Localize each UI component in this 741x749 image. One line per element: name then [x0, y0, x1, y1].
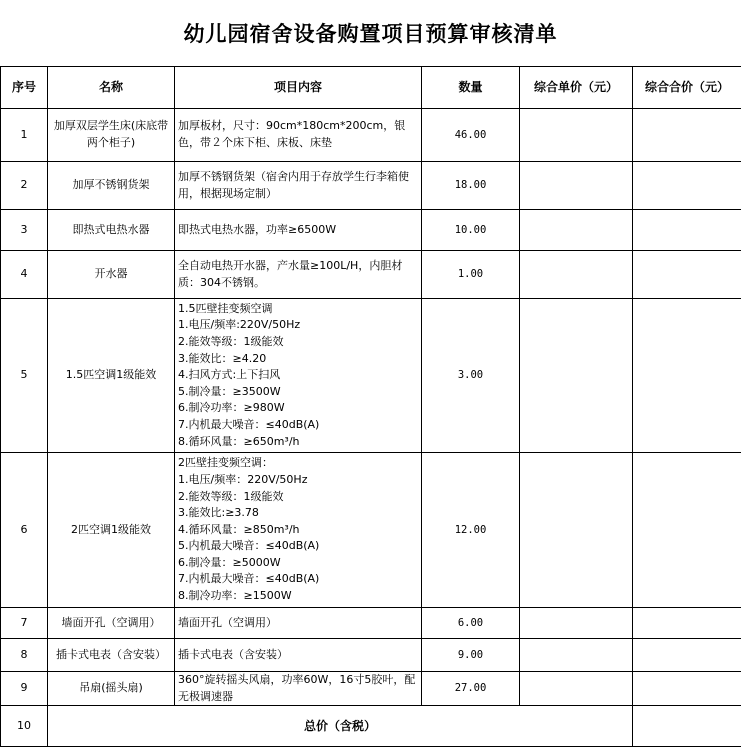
budget-table: [0, 66, 741, 747]
table-row: [1, 639, 741, 672]
header-index: 序号: [1, 67, 48, 109]
row-content: [175, 210, 422, 251]
content-line: 7.内机最大噪音：≤40dB(A): [178, 572, 320, 586]
content-line: 3.能效比：≥4.20: [178, 351, 267, 365]
row-name: 加厚双层学生床(床底带两个柜子): [48, 109, 175, 162]
row-unit-price[interactable]: [520, 672, 633, 706]
table-row: [1, 608, 741, 639]
page-title: 幼儿园宿舍设备购置项目预算审核清单: [183, 21, 558, 46]
row-unit-price[interactable]: [520, 162, 633, 210]
row-total-price[interactable]: [633, 453, 741, 608]
content-line: 6.制冷功率：≥980W: [178, 401, 285, 415]
row-quantity: 12.00: [422, 453, 520, 608]
row-unit-price[interactable]: [520, 109, 633, 162]
table-row: [1, 672, 741, 706]
row-name: 1.5匹空调1级能效: [48, 299, 175, 453]
table-row: [1, 109, 741, 162]
row-content: [175, 299, 422, 453]
row-total-price[interactable]: [633, 608, 741, 639]
row-content: [175, 109, 422, 162]
row-quantity: 27.00: [422, 672, 520, 706]
row-unit-price[interactable]: [520, 299, 633, 453]
row-name: 墙面开孔（空调用）: [48, 608, 175, 639]
row-unit-price[interactable]: [520, 608, 633, 639]
row-name: 2匹空调1级能效: [48, 453, 175, 608]
row-unit-price[interactable]: [520, 453, 633, 608]
row-index: 9: [1, 672, 48, 706]
row-index: 8: [1, 639, 48, 672]
row-quantity: 46.00: [422, 109, 520, 162]
row-index: 1: [1, 109, 48, 162]
content-line: 2.能效等级：1级能效: [178, 335, 284, 349]
row-unit-price[interactable]: [520, 210, 633, 251]
header-quantity: 数量: [422, 67, 520, 109]
row-quantity: 6.00: [422, 608, 520, 639]
header-name: 名称: [48, 67, 175, 109]
row-total-price[interactable]: [633, 672, 741, 706]
content-line: 360°旋转摇头风扇，功率60W，16寸5胶叶，配无极调速器: [178, 673, 416, 703]
content-line: 4.循环风量：≥850m³/h: [178, 522, 300, 536]
table-row: [1, 162, 741, 210]
content-line: 墙面开孔（空调用）: [178, 615, 277, 629]
row-total-price[interactable]: [633, 210, 741, 251]
row-total-price[interactable]: [633, 639, 741, 672]
row-total-price[interactable]: [633, 251, 741, 299]
row-content: [175, 251, 422, 299]
content-line: 5.制冷量：≥3500W: [178, 384, 281, 398]
total-row: [1, 706, 741, 747]
header-row: [1, 67, 741, 109]
row-name: 开水器: [48, 251, 175, 299]
content-line: 1.5匹壁挂变频空调: [178, 301, 273, 315]
row-index: 4: [1, 251, 48, 299]
row-index: 6: [1, 453, 48, 608]
row-quantity: 3.00: [422, 299, 520, 453]
row-content: [175, 672, 422, 706]
table-row: [1, 210, 741, 251]
content-line: 5.内机最大噪音：≤40dB(A): [178, 539, 320, 553]
row-total-price[interactable]: [633, 109, 741, 162]
table-row: [1, 453, 741, 608]
row-total-price[interactable]: [633, 162, 741, 210]
content-line: 6.制冷量：≥5000W: [178, 555, 281, 569]
content-line: 1.电压/频率:220V/50Hz: [178, 318, 301, 332]
header-total-price: 综合合价（元）: [633, 67, 741, 109]
content-line: 全自动电热开水器，产水量≥100L/H，内胆材质：304不锈钢。: [178, 258, 403, 289]
row-quantity: 1.00: [422, 251, 520, 299]
row-total-price[interactable]: [633, 299, 741, 453]
row-name: 加厚不锈钢货架: [48, 162, 175, 210]
row-content: [175, 162, 422, 210]
total-index: 10: [1, 706, 48, 747]
header-content: 项目内容: [175, 67, 422, 109]
total-price-cell[interactable]: [633, 706, 741, 747]
row-content: [175, 608, 422, 639]
content-line: 加厚不锈钢货架（宿舍内用于存放学生行李箱使用，根据现场定制）: [178, 169, 409, 200]
row-content: [175, 453, 422, 608]
row-index: 2: [1, 162, 48, 210]
content-line: 2.能效等级：1级能效: [178, 489, 284, 503]
row-index: 7: [1, 608, 48, 639]
content-line: 3.能效比:≥3.78: [178, 506, 259, 520]
row-name: 插卡式电表（含安装）: [48, 639, 175, 672]
row-index: 5: [1, 299, 48, 453]
row-name: 即热式电热水器: [48, 210, 175, 251]
total-label: 总价（含税）: [48, 706, 633, 747]
row-index: 3: [1, 210, 48, 251]
content-line: 8.循环风量：≥650m³/h: [178, 434, 300, 448]
content-line: 1.电压/频率：220V/50Hz: [178, 472, 308, 486]
content-line: 插卡式电表（含安装）: [178, 647, 288, 661]
row-quantity: 18.00: [422, 162, 520, 210]
content-line: 加厚板材，尺寸：90cm*180cm*200cm，银色，带２个床下柜、床板、床垫: [178, 119, 406, 149]
row-unit-price[interactable]: [520, 639, 633, 672]
table-row: [1, 299, 741, 453]
table-row: [1, 251, 741, 299]
content-line: 4.扫风方式:上下扫风: [178, 368, 281, 382]
header-unit-price: 综合单价（元）: [520, 67, 633, 109]
content-line: 7.内机最大噪音：≤40dB(A): [178, 417, 320, 431]
row-quantity: 10.00: [422, 210, 520, 251]
content-line: 即热式电热水器，功率≥6500W: [178, 222, 337, 236]
row-content: [175, 639, 422, 672]
row-name: 吊扇(摇头扇): [48, 672, 175, 706]
row-quantity: 9.00: [422, 639, 520, 672]
row-unit-price[interactable]: [520, 251, 633, 299]
content-line: 2匹壁挂变频空调：: [178, 456, 273, 470]
content-line: 8.制冷功率：≥1500W: [178, 589, 292, 603]
